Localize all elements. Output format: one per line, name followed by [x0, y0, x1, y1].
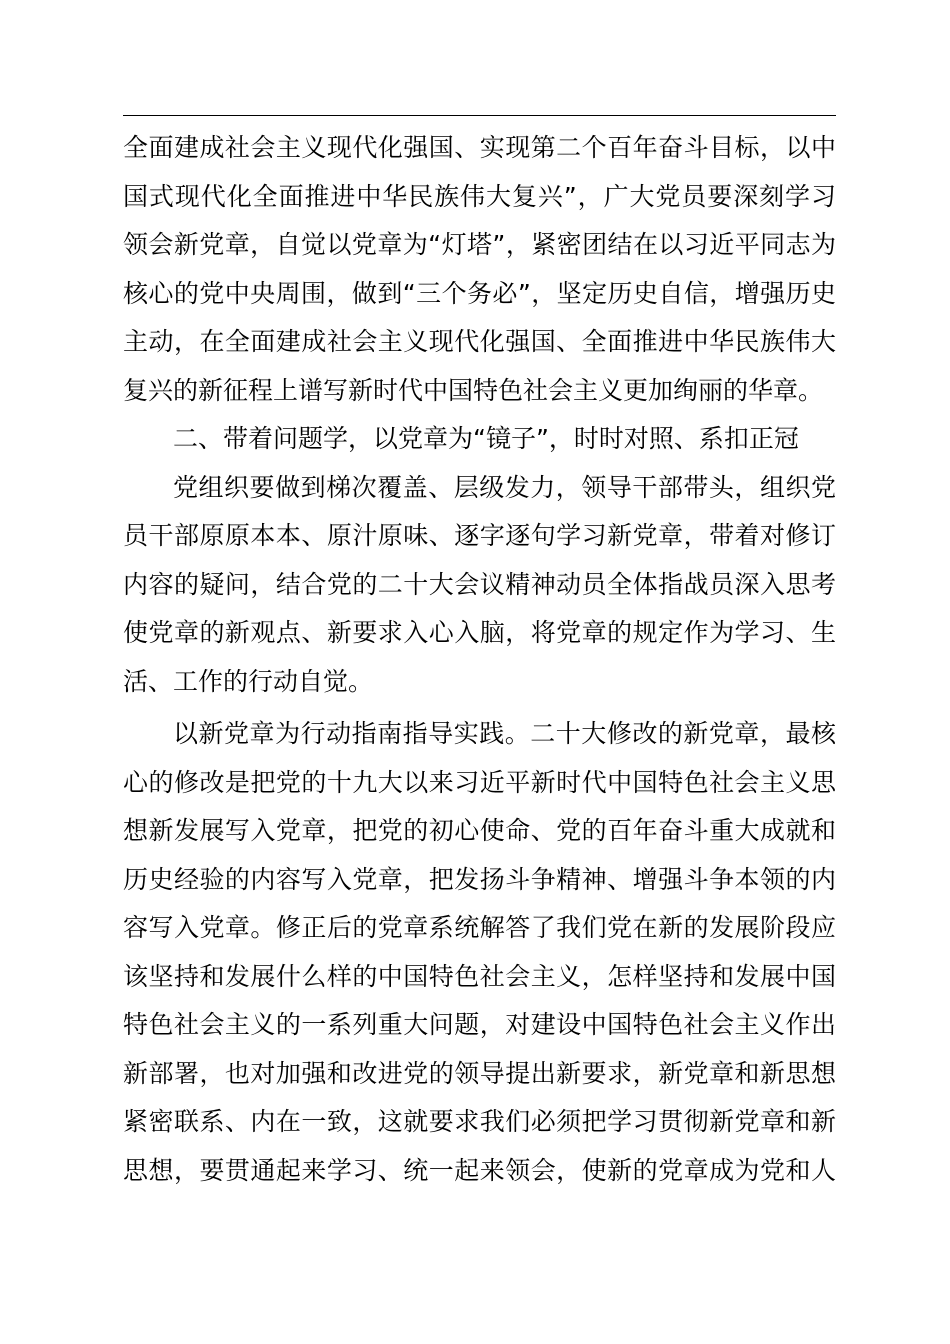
text-line: 以新党章为行动指南指导实践。二十大修改的新党章，最核	[173, 719, 836, 748]
section-heading	[123, 415, 836, 464]
text-line: 党组织要做到梯次覆盖、层级发力，领导干部带头，组织党	[173, 472, 836, 502]
text-line: 员干部原原本本、原汁原味、逐字逐句学习新党章，带着对修订	[123, 521, 836, 550]
text-line: 思想，要贯通起来学习、统一起来领会，使新的党章成为党和人	[123, 1155, 836, 1185]
text-line: 新部署，也对加强和改进党的领导提出新要求，新党章和新思想	[123, 1058, 836, 1088]
text-line: 主动，在全面建成社会主义现代化强国、全面推进中华民族伟大	[123, 327, 836, 356]
text-line: 全面建成社会主义现代化强国、实现第二个百年奋斗目标，以中	[123, 133, 836, 162]
text-line: 心的修改是把党的十九大以来习近平新时代中国特色社会主义思	[123, 767, 836, 797]
text-line: 使党章的新观点、新要求入心入脑，将党章的规定作为学习、生	[123, 618, 836, 647]
text-line: 核心的党中央周围，做到“三个务必”，坚定历史自信，增强历史	[123, 278, 836, 308]
text-line: 历史经验的内容写入党章，把发扬斗争精神、增强斗争本领的内	[123, 864, 836, 894]
paragraph-continuation	[123, 124, 836, 415]
text-line: 内容的疑问，结合党的二十大会议精神动员全体指战员深入思考	[123, 569, 836, 599]
text-line: 想新发展写入党章，把党的初心使命、党的百年奋斗重大成就和	[123, 816, 836, 845]
text-line: 复兴的新征程上谱写新时代中国特色社会主义更加绚丽的华章。	[123, 375, 824, 405]
text-line: 国式现代化全面推进中华民族伟大复兴”，广大党员要深刻学习	[123, 181, 836, 211]
text-line: 容写入党章。修正后的党章系统解答了我们党在新的发展阶段应	[123, 913, 836, 942]
text-line: 活、工作的行动自觉。	[123, 666, 374, 696]
document-body	[123, 124, 836, 1195]
text-line: 特色社会主义的一系列重大问题，对建设中国特色社会主义作出	[123, 1010, 836, 1039]
text-line: 领会新党章，自觉以党章为“灯塔”，紧密团结在以习近平同志为	[123, 230, 836, 259]
text-line: 该坚持和发展什么样的中国特色社会主义，怎样坚持和发展中国	[123, 961, 836, 991]
section-heading-text: 二、带着问题学，以党章为“镜子”，时时对照、系扣正冠	[173, 424, 799, 453]
paragraph	[123, 464, 836, 707]
text-line: 紧密联系、内在一致，这就要求我们必须把学习贯彻新党章和新	[123, 1107, 836, 1136]
header-rule	[123, 115, 836, 116]
paragraph	[123, 710, 836, 1195]
